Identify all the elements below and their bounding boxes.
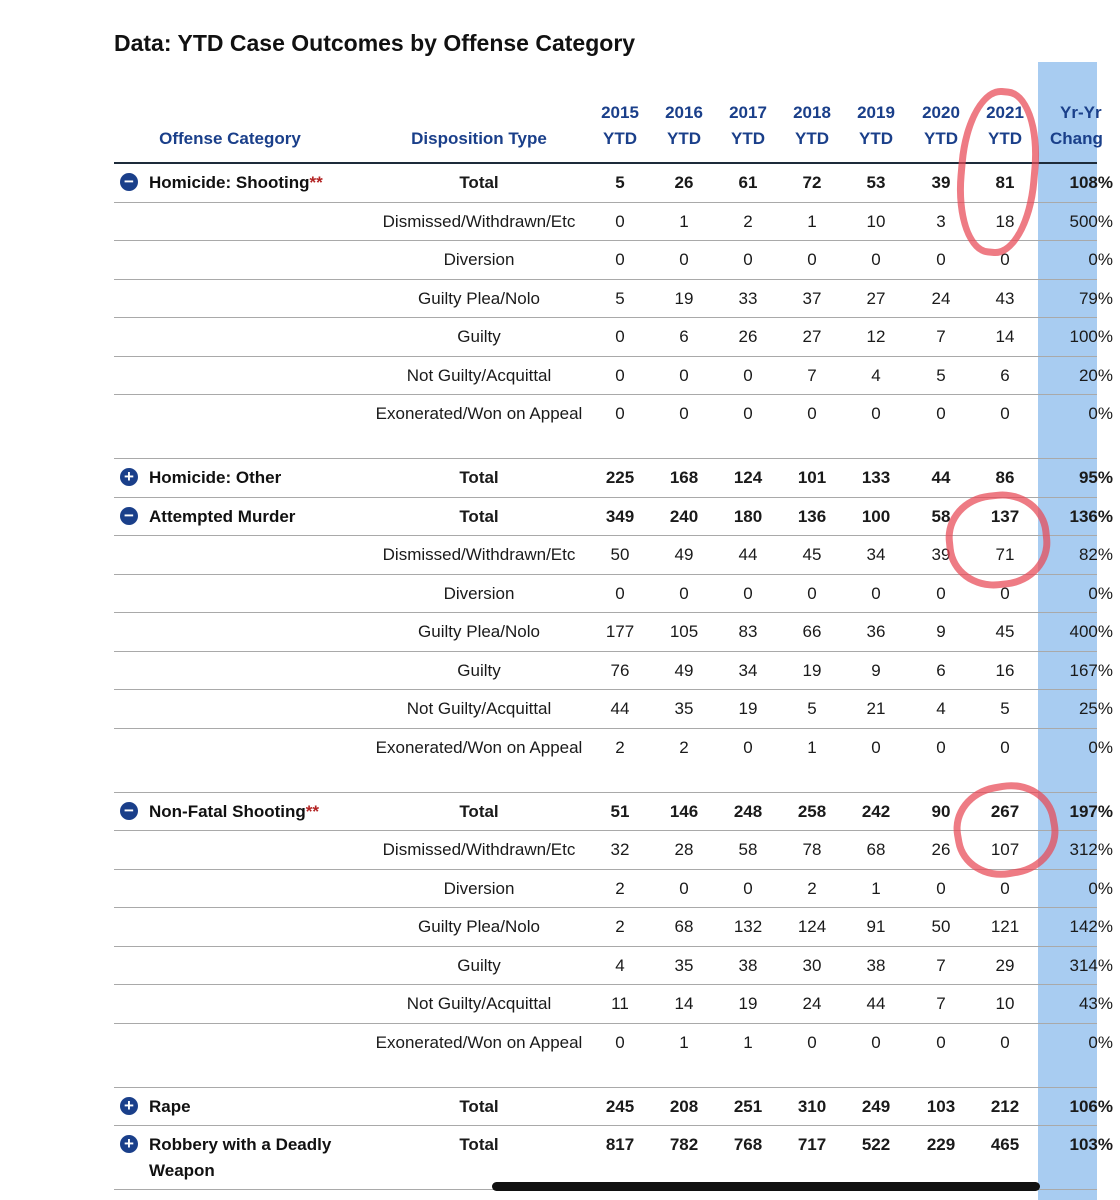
header-year-2018[interactable] [780,100,844,162]
offense-category-cell [114,1126,364,1190]
header-year-sub: YTD [859,129,893,148]
disposition-type-cell: Total [459,506,499,526]
value-cell-2021: 86 [995,468,1015,487]
header-year-label: 2018 [793,103,831,122]
yr-yr-change-cell: 108% [1069,173,1113,192]
expand-plus-icon[interactable]: + [120,468,138,486]
value-cell-2015: 50 [610,545,630,564]
value-cell-2018: 0 [807,583,817,603]
value-cell-2016: 35 [674,955,694,975]
value-cell-2019: 9 [871,660,881,680]
offense-category-cell [114,793,364,832]
value-cell-2015: 0 [615,250,625,269]
yr-yr-change-cell: 312% [1069,840,1113,859]
value-cell-2016: 240 [669,506,699,526]
header-year-2015[interactable] [588,100,652,162]
value-cell-2015: 177 [605,622,635,641]
yr-yr-change-cell: 197% [1069,801,1113,821]
header-year-label: 2020 [922,103,960,122]
value-cell-2020: 0 [936,250,946,269]
value-cell-2021: 267 [990,801,1020,821]
value-cell-2021: 16 [995,660,1015,680]
value-cell-2020: 50 [931,917,951,936]
disposition-type-cell: Guilty Plea/Nolo [418,288,540,308]
value-cell-2020: 58 [931,506,951,526]
value-cell-2015: 245 [605,1096,635,1116]
value-cell-2018: 5 [807,699,817,718]
value-cell-2015: 225 [605,468,635,487]
value-cell-2019: 0 [871,583,881,603]
value-cell-2020: 24 [931,288,951,308]
disposition-type-cell: Dismissed/Withdrawn/Etc [382,545,576,564]
table-row [114,575,1113,614]
value-cell-2019: 53 [866,173,886,192]
value-cell-2016: 0 [679,250,689,269]
header-yr-yr-change[interactable] [1040,100,1120,162]
value-cell-2021: 81 [995,173,1015,192]
value-cell-2019: 249 [861,1096,891,1116]
disposition-type-cell: Guilty [457,327,501,346]
header-change-line2: Chang [1050,129,1103,148]
value-cell-2021: 137 [990,506,1020,526]
yr-yr-change-cell: 0% [1088,404,1113,423]
value-cell-2015: 0 [615,404,625,423]
value-cell-2016: 1 [679,1032,689,1052]
header-year-label: 2019 [857,103,895,122]
value-cell-2020: 9 [936,622,946,641]
value-cell-2019: 242 [861,801,891,821]
value-cell-2015: 2 [615,878,625,898]
value-cell-2017: 0 [743,250,753,269]
value-cell-2020: 7 [936,327,946,346]
disposition-type-cell: Not Guilty/Acquittal [406,994,552,1013]
value-cell-2021: 212 [990,1096,1020,1116]
value-cell-2015: 0 [615,211,625,231]
value-cell-2016: 2 [679,737,689,757]
value-cell-2015: 349 [605,506,635,526]
yr-yr-change-cell: 43% [1078,994,1113,1013]
value-cell-2017: 1 [743,1032,753,1052]
value-cell-2016: 49 [674,545,694,564]
table-row [114,357,1113,396]
table-row [114,947,1113,986]
value-cell-2021: 45 [995,622,1015,641]
value-cell-2018: 37 [802,288,822,308]
yr-yr-change-cell: 20% [1078,365,1113,385]
disposition-type-cell: Dismissed/Withdrawn/Etc [382,840,576,859]
value-cell-2015: 76 [610,660,630,680]
table-row [114,1024,1113,1088]
disposition-type-cell: Total [459,468,499,487]
horizontal-scrollbar[interactable] [492,1182,1040,1191]
value-cell-2021: 18 [995,211,1015,231]
value-cell-2017: 19 [738,699,758,718]
table-row-category-total [114,793,1113,832]
disposition-type-cell: Diversion [443,250,515,269]
yr-yr-change-cell: 500% [1069,211,1113,231]
value-cell-2019: 0 [871,737,881,757]
yr-yr-change-cell: 103% [1069,1135,1113,1154]
value-cell-2021: 14 [995,327,1015,346]
offense-category-cell [114,498,364,537]
value-cell-2018: 72 [802,173,822,192]
value-cell-2018: 19 [802,660,822,680]
value-cell-2021: 0 [1000,404,1010,423]
value-cell-2019: 100 [861,506,891,526]
category-footnote-stars: ** [309,173,323,192]
value-cell-2020: 90 [931,801,951,821]
value-cell-2016: 6 [679,327,689,346]
value-cell-2016: 782 [669,1135,699,1154]
offense-category-label[interactable] [149,799,359,825]
value-cell-2015: 32 [610,840,630,859]
value-cell-2016: 168 [669,468,699,487]
value-cell-2021: 0 [1000,737,1010,757]
value-cell-2017: 0 [743,583,753,603]
value-cell-2017: 2 [743,211,753,231]
value-cell-2021: 43 [995,288,1015,308]
disposition-type-cell: Diversion [443,878,515,898]
value-cell-2020: 5 [936,365,946,385]
value-cell-2017: 19 [738,994,758,1013]
disposition-type-cell: Guilty Plea/Nolo [418,622,540,641]
yr-yr-change-cell: 25% [1078,699,1113,718]
value-cell-2019: 0 [871,250,881,269]
header-year-sub: YTD [603,129,637,148]
value-cell-2019: 4 [871,365,881,385]
value-cell-2020: 0 [936,404,946,423]
offense-category-cell [114,459,364,498]
value-cell-2018: 27 [802,327,822,346]
category-name: Non-Fatal Shooting [149,801,306,821]
disposition-type-cell: Exonerated/Won on Appeal [375,737,583,757]
value-cell-2019: 12 [866,327,886,346]
collapse-minus-icon[interactable]: − [120,802,138,820]
header-year-sub: YTD [731,129,765,148]
disposition-type-cell: Guilty [457,955,501,975]
table-row [114,318,1113,357]
value-cell-2021: 0 [1000,1032,1010,1052]
offense-category-label[interactable] [149,465,359,491]
disposition-type-cell: Exonerated/Won on Appeal [375,404,583,423]
value-cell-2015: 0 [615,583,625,603]
value-cell-2017: 0 [743,878,753,898]
yr-yr-change-cell: 400% [1069,622,1113,641]
header-year-label: 2016 [665,103,703,122]
category-name: Homicide: Other [149,468,282,487]
disposition-type-cell: Total [459,1096,499,1116]
value-cell-2017: 0 [743,404,753,423]
value-cell-2017: 248 [733,801,763,821]
value-cell-2021: 71 [995,545,1015,564]
value-cell-2021: 121 [990,917,1020,936]
value-cell-2017: 251 [733,1096,763,1116]
value-cell-2019: 68 [866,840,886,859]
offense-category-label[interactable] [149,504,359,530]
value-cell-2016: 0 [679,878,689,898]
offense-category-label[interactable] [149,1132,359,1184]
value-cell-2016: 28 [674,840,694,859]
disposition-type-cell: Exonerated/Won on Appeal [375,1032,583,1052]
category-name: Robbery with a Deadly Weapon [149,1135,332,1180]
yr-yr-change-cell: 314% [1069,955,1113,975]
value-cell-2017: 0 [743,737,753,757]
value-cell-2020: 3 [936,211,946,231]
value-cell-2015: 5 [615,173,625,192]
value-cell-2021: 0 [1000,583,1010,603]
value-cell-2018: 78 [802,840,822,859]
value-cell-2018: 310 [797,1096,827,1116]
table-row [114,395,1113,459]
disposition-type-cell: Guilty [457,660,501,680]
yr-yr-change-cell: 82% [1078,545,1113,564]
value-cell-2020: 6 [936,660,946,680]
value-cell-2016: 208 [669,1096,699,1116]
value-cell-2018: 258 [797,801,827,821]
yr-yr-change-cell: 100% [1069,327,1113,346]
expand-plus-icon[interactable]: + [120,1097,138,1115]
disposition-type-cell: Diversion [443,583,515,603]
category-name: Attempted Murder [149,506,296,526]
value-cell-2015: 5 [615,288,625,308]
value-cell-2017: 124 [733,468,763,487]
header-year-2019[interactable] [844,100,908,162]
disposition-type-cell: Total [459,1135,499,1154]
category-footnote-stars: ** [305,801,319,821]
offense-category-cell [114,164,364,203]
value-cell-2018: 66 [802,622,822,641]
value-cell-2018: 717 [797,1135,827,1154]
value-cell-2021: 6 [1000,365,1010,385]
value-cell-2018: 2 [807,878,817,898]
value-cell-2020: 7 [936,994,946,1013]
table-row [114,985,1113,1024]
disposition-type-cell: Not Guilty/Acquittal [406,365,552,385]
value-cell-2016: 19 [674,288,694,308]
value-cell-2018: 0 [807,250,817,269]
value-cell-2019: 522 [861,1135,891,1154]
expand-plus-icon[interactable]: + [120,1135,138,1153]
header-year-sub: YTD [667,129,701,148]
value-cell-2018: 0 [807,1032,817,1052]
value-cell-2016: 105 [669,622,699,641]
table-row [114,241,1113,280]
value-cell-2021: 465 [990,1135,1020,1154]
header-year-label: 2017 [729,103,767,122]
value-cell-2018: 1 [807,211,817,231]
offense-category-cell [114,1088,364,1127]
offense-category-label[interactable] [149,170,359,196]
header-year-label: 2015 [601,103,639,122]
value-cell-2015: 817 [605,1135,635,1154]
value-cell-2016: 68 [674,917,694,936]
value-cell-2021: 107 [990,840,1020,859]
yr-yr-change-cell: 136% [1069,506,1113,526]
value-cell-2015: 2 [615,917,625,936]
value-cell-2017: 83 [738,622,758,641]
value-cell-2016: 0 [679,365,689,385]
header-year-label: 2021 [986,103,1024,122]
value-cell-2017: 58 [738,840,758,859]
page-title: Data: YTD Case Outcomes by Offense Category [114,30,636,56]
value-cell-2020: 0 [936,737,946,757]
collapse-minus-icon[interactable]: − [120,507,138,525]
offense-category-label[interactable] [149,1094,359,1120]
header-disposition-type[interactable]: Disposition Type [411,129,547,148]
value-cell-2020: 103 [926,1096,956,1116]
value-cell-2019: 27 [866,288,886,308]
value-cell-2021: 0 [1000,878,1010,898]
value-cell-2019: 0 [871,1032,881,1052]
value-cell-2021: 29 [995,955,1015,975]
disposition-type-cell: Guilty Plea/Nolo [418,917,540,936]
disposition-type-cell: Not Guilty/Acquittal [406,699,552,718]
value-cell-2015: 0 [615,1032,625,1052]
value-cell-2015: 2 [615,737,625,757]
value-cell-2015: 4 [615,955,625,975]
value-cell-2018: 124 [797,917,827,936]
value-cell-2017: 34 [738,660,758,680]
category-name: Homicide: Shooting [149,173,310,192]
value-cell-2015: 51 [610,801,630,821]
yr-yr-change-cell: 142% [1069,917,1113,936]
value-cell-2018: 0 [807,404,817,423]
value-cell-2017: 180 [733,506,763,526]
value-cell-2018: 1 [807,737,817,757]
value-cell-2018: 7 [807,365,817,385]
value-cell-2017: 768 [733,1135,763,1154]
value-cell-2017: 26 [738,327,758,346]
yr-yr-change-cell: 0% [1088,583,1113,603]
value-cell-2017: 38 [738,955,758,975]
table-row-category-total [114,1088,1113,1127]
yr-yr-change-cell: 0% [1088,737,1113,757]
value-cell-2020: 0 [936,878,946,898]
header-year-2017[interactable] [716,100,780,162]
value-cell-2021: 0 [1000,250,1010,269]
category-name: Rape [149,1096,191,1116]
value-cell-2019: 38 [866,955,886,975]
collapse-minus-icon[interactable]: − [120,173,138,191]
value-cell-2020: 39 [931,173,951,192]
value-cell-2019: 133 [861,468,891,487]
table-row [114,652,1113,691]
value-cell-2017: 0 [743,365,753,385]
table-row-category-total [114,459,1113,498]
table-row [114,831,1113,870]
value-cell-2019: 44 [866,994,886,1013]
table-row [114,690,1113,729]
value-cell-2020: 4 [936,699,946,718]
yr-yr-change-cell: 106% [1069,1096,1113,1116]
yr-yr-change-cell: 0% [1088,1032,1113,1052]
table-row [114,280,1113,319]
header-year-sub: YTD [988,129,1022,148]
value-cell-2019: 10 [866,211,886,231]
yr-yr-change-cell: 79% [1078,288,1113,308]
value-cell-2020: 229 [926,1135,956,1154]
value-cell-2017: 44 [738,545,758,564]
value-cell-2019: 0 [871,404,881,423]
value-cell-2019: 1 [871,878,881,898]
value-cell-2019: 36 [866,622,886,641]
value-cell-2019: 21 [866,699,886,718]
value-cell-2018: 136 [797,506,827,526]
yr-yr-change-cell: 95% [1078,468,1113,487]
value-cell-2016: 35 [674,699,694,718]
value-cell-2019: 91 [866,917,886,936]
value-cell-2020: 26 [931,840,951,859]
value-cell-2016: 26 [674,173,694,192]
value-cell-2020: 44 [931,468,951,487]
value-cell-2015: 11 [611,994,629,1013]
table-row-category-total [114,164,1113,203]
value-cell-2018: 24 [802,994,822,1013]
value-cell-2018: 101 [797,468,827,487]
disposition-type-cell: Dismissed/Withdrawn/Etc [382,211,576,231]
disposition-type-cell: Total [459,173,499,192]
table-row [114,729,1113,793]
table-row [114,870,1113,909]
table-row [114,203,1113,242]
value-cell-2017: 33 [738,288,758,308]
header-offense-category[interactable]: Offense Category [159,129,301,148]
value-cell-2018: 30 [802,955,822,975]
value-cell-2021: 10 [995,994,1015,1013]
value-cell-2015: 0 [615,327,625,346]
yr-yr-change-cell: 0% [1088,878,1113,898]
yr-yr-change-cell: 0% [1088,250,1113,269]
value-cell-2016: 0 [679,583,689,603]
value-cell-2017: 61 [738,173,758,192]
value-cell-2020: 0 [936,1032,946,1052]
value-cell-2020: 39 [931,545,951,564]
table-row [114,613,1113,652]
value-cell-2020: 7 [936,955,946,975]
header-year-sub: YTD [924,129,958,148]
header-change-line1: Yr-Yr [1060,103,1102,122]
value-cell-2021: 5 [1000,699,1010,718]
value-cell-2015: 44 [610,699,630,718]
value-cell-2015: 0 [615,365,625,385]
value-cell-2016: 0 [679,404,689,423]
value-cell-2016: 1 [679,211,689,231]
value-cell-2018: 45 [802,545,822,564]
value-cell-2020: 0 [936,583,946,603]
table-row [114,908,1113,947]
header-year-sub: YTD [795,129,829,148]
disposition-type-cell: Total [459,801,499,821]
value-cell-2019: 34 [866,545,886,564]
header-year-2016[interactable] [652,100,716,162]
value-cell-2016: 146 [669,801,699,821]
value-cell-2016: 14 [674,994,694,1013]
table-row-category-total [114,1126,1113,1190]
value-cell-2016: 49 [674,660,694,680]
value-cell-2017: 132 [733,917,763,936]
yr-yr-change-cell: 167% [1069,660,1113,680]
